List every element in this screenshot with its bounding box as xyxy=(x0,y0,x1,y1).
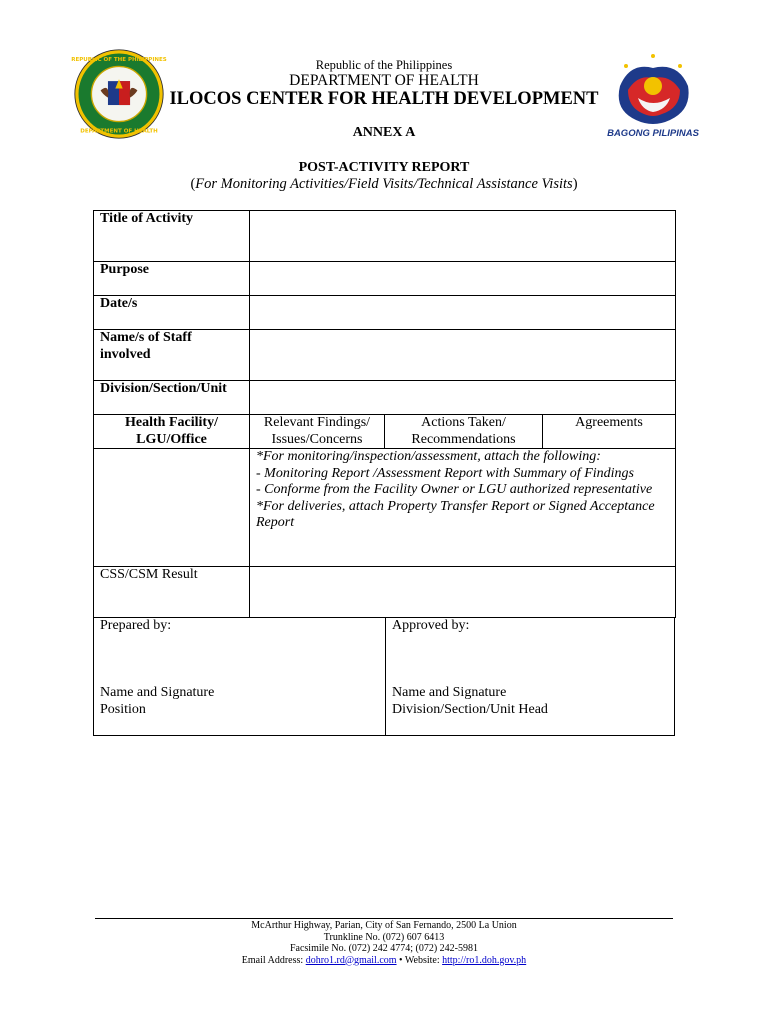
dates-field[interactable] xyxy=(250,296,676,330)
instruction-line-4: *For deliveries, attach Property Transfer Report or Signed Acceptance Report xyxy=(256,498,655,530)
css-csm-label: CSS/CSM Result xyxy=(94,567,250,618)
footer-trunkline: Trunkline No. (072) 607 6413 xyxy=(323,931,445,943)
purpose-field[interactable] xyxy=(250,262,676,296)
signature-divider xyxy=(385,618,386,735)
staff-label-line2: involved xyxy=(100,346,151,362)
prepared-by-label: Prepared by: xyxy=(100,618,172,633)
division-field[interactable] xyxy=(250,381,676,415)
staff-label xyxy=(94,330,250,381)
website-label: • Website: xyxy=(399,954,440,966)
report-form-table xyxy=(93,210,675,618)
prepared-by-section[interactable] xyxy=(100,618,380,735)
col-header-findings xyxy=(250,415,385,449)
purpose-label: Purpose xyxy=(94,262,250,296)
footer-facsimile: Facsimile No. (072) 242 4774; (072) 242-5981 xyxy=(289,943,479,954)
approved-name-signature: Name and Signature xyxy=(392,685,507,700)
title-of-activity-label: Title of Activity xyxy=(94,211,250,262)
footer-divider xyxy=(95,918,673,919)
col-header-actions xyxy=(385,415,543,449)
col-facility-line1: Health Facility/ xyxy=(125,415,218,430)
republic-line: Republic of the Philippines xyxy=(315,58,453,72)
instruction-line-3: - Conforme from the Facility Owner or LGU authorized representative xyxy=(256,482,653,497)
col-actions-line2: Recommendations xyxy=(411,431,516,447)
facility-entry-field[interactable] xyxy=(94,449,250,567)
approved-position: Division/Section/Unit Head xyxy=(392,701,548,717)
footer xyxy=(0,920,768,966)
col-header-agreements: Agreements xyxy=(543,415,676,449)
staff-field[interactable] xyxy=(250,330,676,381)
subtitle-text: For Monitoring Activities/Field Visits/Technical Assistance Visits xyxy=(195,176,573,192)
approved-by-signature xyxy=(392,685,548,718)
col-findings-line1: Relevant Findings/ xyxy=(263,415,371,430)
attachment-instructions xyxy=(250,449,676,567)
report-title: POST-ACTIVITY REPORT xyxy=(298,160,470,175)
col-facility-line2: LGU/Office xyxy=(136,431,207,447)
title-of-activity-field[interactable] xyxy=(250,211,676,262)
staff-label-line1: Name/s of Staff xyxy=(100,330,192,345)
footer-contact xyxy=(0,955,768,967)
prepared-by-signature xyxy=(100,685,214,718)
footer-address: McArthur Highway, Parian, City of San Fernando, 2500 La Union xyxy=(251,920,517,931)
email-label: Email Address: xyxy=(241,954,304,966)
subtitle-open-paren: ( xyxy=(190,176,196,192)
css-csm-field[interactable] xyxy=(250,567,676,618)
prepared-name-signature: Name and Signature xyxy=(100,685,215,700)
email-link[interactable]: dohro1.rd@gmail.com xyxy=(305,954,397,966)
signature-block xyxy=(93,618,675,736)
instruction-line-2: - Monitoring Report /Assessment Report with Summary of Findings xyxy=(256,465,634,481)
approved-by-section[interactable] xyxy=(392,618,672,735)
bagong-pilipinas-label: BAGONG PILIPINAS xyxy=(607,128,699,139)
website-link[interactable]: http://ro1.doh.gov.ph xyxy=(442,954,527,966)
subtitle-close-paren: ) xyxy=(572,176,578,192)
col-findings-line2: Issues/Concerns xyxy=(271,431,363,447)
col-actions-line1: Actions Taken/ xyxy=(421,415,506,430)
dates-label: Date/s xyxy=(94,296,250,330)
col-header-facility xyxy=(94,415,250,449)
instruction-line-1: *For monitoring/inspection/assessment, attach the following: xyxy=(256,449,601,464)
report-subtitle xyxy=(0,176,768,193)
annex-label: ANNEX A xyxy=(352,125,416,140)
division-label: Division/Section/Unit xyxy=(94,381,250,415)
seal-text-top: REPUBLIC OF THE PHILIPPINES xyxy=(71,56,167,63)
department-line: DEPARTMENT OF HEALTH xyxy=(289,72,479,89)
center-name: ILOCOS CENTER FOR HEALTH DEVELOPMENT xyxy=(169,89,599,109)
prepared-position: Position xyxy=(100,701,146,717)
approved-by-label: Approved by: xyxy=(392,618,470,633)
seal-text-bottom: DEPARTMENT OF HEALTH xyxy=(80,128,158,135)
